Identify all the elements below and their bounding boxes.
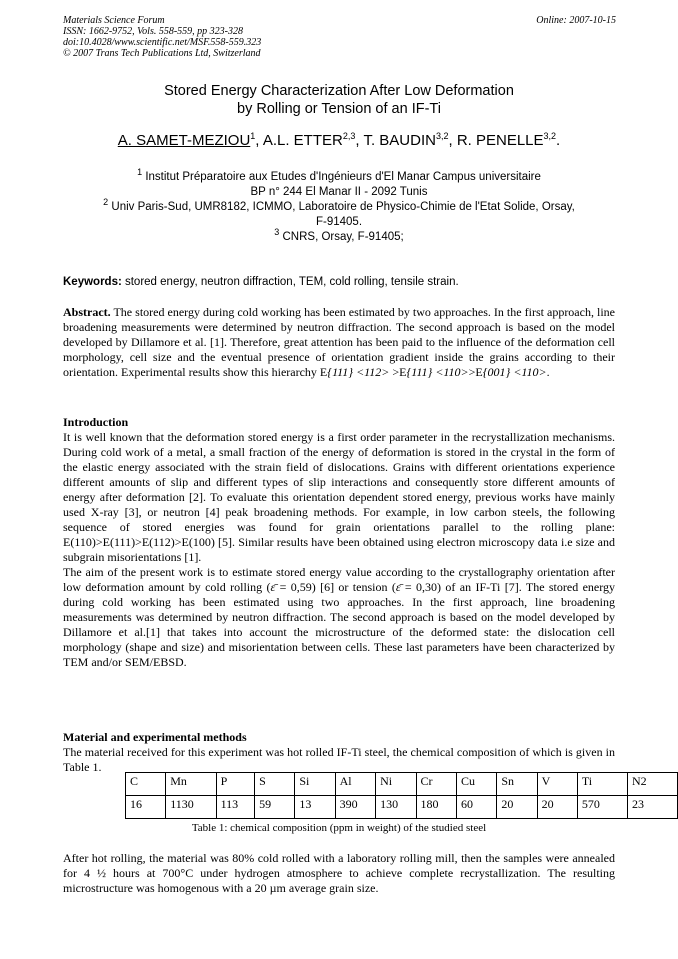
table-value-cell: 13 xyxy=(295,796,335,819)
section-heading-materials: Material and experimental methods xyxy=(63,730,247,744)
table-header-cell: Sn xyxy=(497,773,537,796)
author-3-affil: 3,2 xyxy=(435,131,449,141)
table-value-cell: 1130 xyxy=(166,796,216,819)
intro-paragraph-2: The aim of the present work is to estimate stored energy value according to the crystallography orientation after low deformation amount by cold rolling (ε̄ = 0,59) [6] or tension (ε̄ = 0,30) of an IF-Ti [7]. The stored energy during cold working has been estimated using two approaches. In the first approach, line broadening measurements was determined by neutron diffraction. The second approach is based on the model developed by Dillamore et al.[1] that takes into account the microstructure of the deformed state: the dislocation cell morphology (shape and size) and misorientation between cells. These last parameters have been characterized by TEM and/or SEM/EBSD. xyxy=(63,565,615,669)
doi-line: doi:10.4028/www.scientific.net/MSF.558-559.323 xyxy=(63,37,262,48)
table-value-cell: 59 xyxy=(255,796,295,819)
table-header-cell: Cr xyxy=(416,773,456,796)
abstract-label: Abstract. xyxy=(63,305,111,319)
author-3-name: T. BAUDIN xyxy=(363,132,436,149)
table-value-cell: 390 xyxy=(335,796,375,819)
journal-header xyxy=(63,15,616,59)
table-value-cell: 23 xyxy=(627,796,677,819)
author-2-name: A.L. ETTER xyxy=(262,132,343,149)
table-value-cell: 20 xyxy=(537,796,577,819)
affiliation-2-postcode: F-91405. xyxy=(315,216,363,228)
author-1-affil: 1 xyxy=(250,131,256,141)
table-value-cell: 60 xyxy=(457,796,497,819)
author-separator: , xyxy=(448,132,457,149)
table-value-cell: 20 xyxy=(497,796,537,819)
author-separator: , xyxy=(355,132,364,149)
journal-name: Materials Science Forum xyxy=(63,15,165,26)
materials-paragraph-2: After hot rolling, the material was 80% cold rolled with a laboratory rolling mill, then the samples were annealed for 4 ½ hours at 700°C under hydrogen atmosphere to achieve complete recrystallization. The resulting microstructure was homogenous with a 20 µm average grain size. xyxy=(63,851,615,895)
abstract-text: The stored energy during cold working has been estimated by two approaches. In the first approach, line broadening measurements were determined by neutron diffraction. The second approach is based on the model developed by Dillamore et al. [1]. Therefore, great attention has been paid to the influence of the deformation cell morphology, cell size and the eventual presence of orientation gradient inside the grains according to their orientation. Experimental results show this hierarchy E xyxy=(63,305,615,379)
author-4-name: R. PENELLE xyxy=(456,132,544,149)
strain-symbol: ε̄ xyxy=(395,580,401,594)
affiliation-1: $^1$ Institut Préparatoire aux Etudes d'Ingénieurs d'El Manar Campus universitaire xyxy=(137,167,541,183)
affiliation-1-address: BP n° 244 El Manar II - 2092 Tunis xyxy=(250,186,428,198)
online-date: Online: 2007-10-15 xyxy=(536,15,616,26)
table-caption: Table 1: chemical composition (ppm in weight) of the studied steel xyxy=(191,822,487,834)
author-terminator: . xyxy=(556,132,561,149)
table-value-row xyxy=(126,796,678,819)
strain-symbol: ε̄ xyxy=(270,580,276,594)
keywords-label: Keywords: xyxy=(63,276,122,288)
keywords-text: stored energy, neutron diffraction, TEM, cold rolling, tensile strain. xyxy=(121,276,459,288)
table-header-cell: Ti xyxy=(577,773,627,796)
table-value-cell: 570 xyxy=(577,796,627,819)
author-1-name: A. SAMET-MEZIOU xyxy=(117,132,251,149)
author-list xyxy=(40,131,638,151)
author-2-affil: 2,3 xyxy=(342,131,356,141)
table-header-cell: V xyxy=(537,773,577,796)
abstract: Abstract. The stored energy during cold working has been estimated by two approaches. In the first approach, line broadening measurements were determined by neutron diffraction. The second approach is based on the model developed by Dillamore et al. [1]. Therefore, great attention has been paid to the influence of the deformation cell morphology, cell size and the eventual presence of orientation gradient inside the grains according to their orientation. Experimental results show this hierarchy E{111} <112> >E{111} <110>>E{001} <110>. xyxy=(63,305,615,379)
author-separator: , xyxy=(255,132,263,149)
introduction-body xyxy=(63,430,615,670)
paper-title xyxy=(40,82,638,118)
table-header-cell: C xyxy=(126,773,166,796)
materials-paragraph-1: The material received for this experiment was hot rolled IF-Ti steel, the chemical composition of which is given in Table 1. xyxy=(63,745,615,774)
affiliation-2: $^2$ Univ Paris-Sud, UMR8182, ICMMO, Laboratoire de Physico-Chimie de l'Etat Solide, Orsay, xyxy=(103,197,575,213)
table-value-cell: 16 xyxy=(126,796,166,819)
copyright-line: © 2007 Trans Tech Publications Ltd, Switzerland xyxy=(63,48,261,59)
table-header-cell: Cu xyxy=(457,773,497,796)
title-line-1: Stored Energy Characterization After Low Deformation xyxy=(164,83,514,99)
composition-table xyxy=(125,772,678,819)
table-value-cell: 113 xyxy=(216,796,255,819)
table-header-cell: Mn xyxy=(166,773,216,796)
table-value-cell: 130 xyxy=(376,796,416,819)
table-header-cell: P xyxy=(216,773,255,796)
table-header-cell: S xyxy=(255,773,295,796)
affiliation-3: $^3$ CNRS, Orsay, F-91405; xyxy=(274,227,404,243)
keywords xyxy=(63,275,618,289)
table-header-row xyxy=(126,773,678,796)
affiliations xyxy=(40,167,638,245)
table-header-cell: Si xyxy=(295,773,335,796)
table-header-cell: Al xyxy=(335,773,375,796)
section-heading-introduction: Introduction xyxy=(63,415,129,429)
table-value-cell: 180 xyxy=(416,796,456,819)
issn-line: ISSN: 1662-9752, Vols. 558-559, pp 323-328 xyxy=(63,26,243,37)
author-4-affil: 3,2 xyxy=(543,131,557,141)
table-header-cell: Ni xyxy=(376,773,416,796)
title-line-2: by Rolling or Tension of an IF-Ti xyxy=(237,101,441,117)
intro-paragraph-1: It is well known that the deformation stored energy is a first order parameter in the recrystallization mechanisms. During cold work of a metal, a small fraction of the energy of deformation is stored in the crystal in the form of the elastic energy associated with the strain field of dislocations. Grains with different orientations experience different amounts of slip and different types of slip interactions and consequently store different amounts of energy after deformation [2]. To evaluate this orientation dependent stored energy, previous works have mainly used X-ray [3], or neutron [4] peak broadening methods. For example, in low carbon steels, the following sequence of stored energies was found for grain orientations parallel to the rolling plane: E(110)>E(111)>E(112)>E(100) [5]. Similar results have been obtained using electron microscopy data i.e size and subgrain misorientations [1]. xyxy=(63,430,615,564)
table-header-cell: N2 xyxy=(627,773,677,796)
